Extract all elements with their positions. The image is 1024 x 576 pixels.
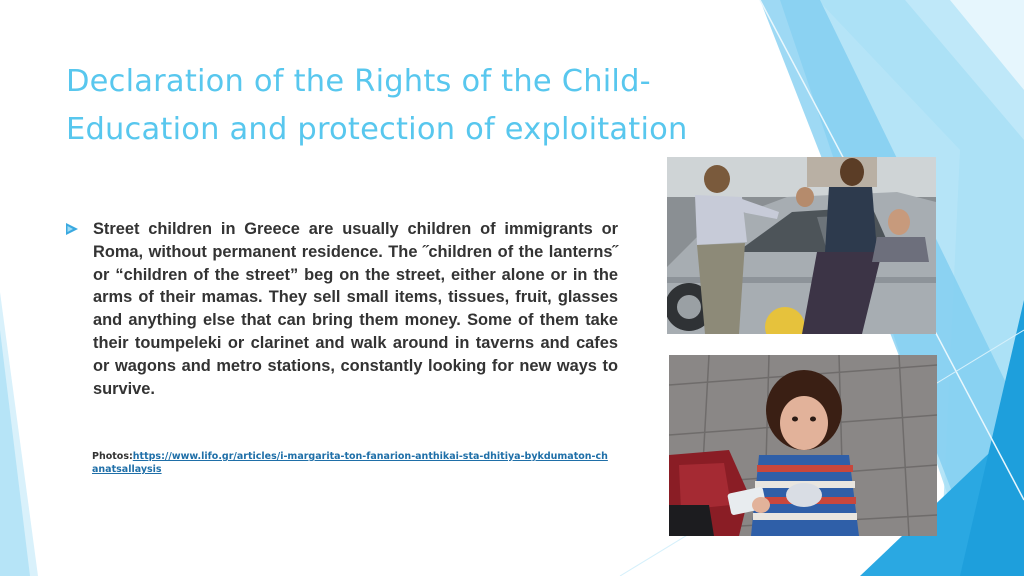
bullet-text: Street children in Greece are usually children of immigrants or Roma, without permanent residence. The ˝children of the lanterns˝ or “children of the street” beg on the street, either alone or in the arms of their mamas. They sell small items, tissues, fruit, glasses and anything else that can bring them money. Some of them take their toumpeleki or clarinet and walk around in taverns and cafes or wagons and metro stations, constantly looking for new ways to survive. — [93, 220, 618, 398]
photo-child-on-street-image — [669, 355, 937, 536]
slide-title: Declaration of the Rights of the Child- Education and protection of exploitation — [66, 64, 688, 147]
photo-child-on-street — [669, 355, 937, 536]
photo-street-children-car — [667, 157, 936, 334]
photo-credit — [92, 450, 612, 476]
photo-credit-link[interactable]: https://www.lifo.gr/articles/i-margarita-ton-fanarion-anthikai-sta-dhitiya-bykdumaton-chanatsallaysis — [92, 451, 608, 475]
bullet-arrow-icon — [66, 223, 78, 235]
photo-credit-label: Photos: — [92, 451, 133, 462]
photo-street-children-car-image — [667, 157, 936, 334]
